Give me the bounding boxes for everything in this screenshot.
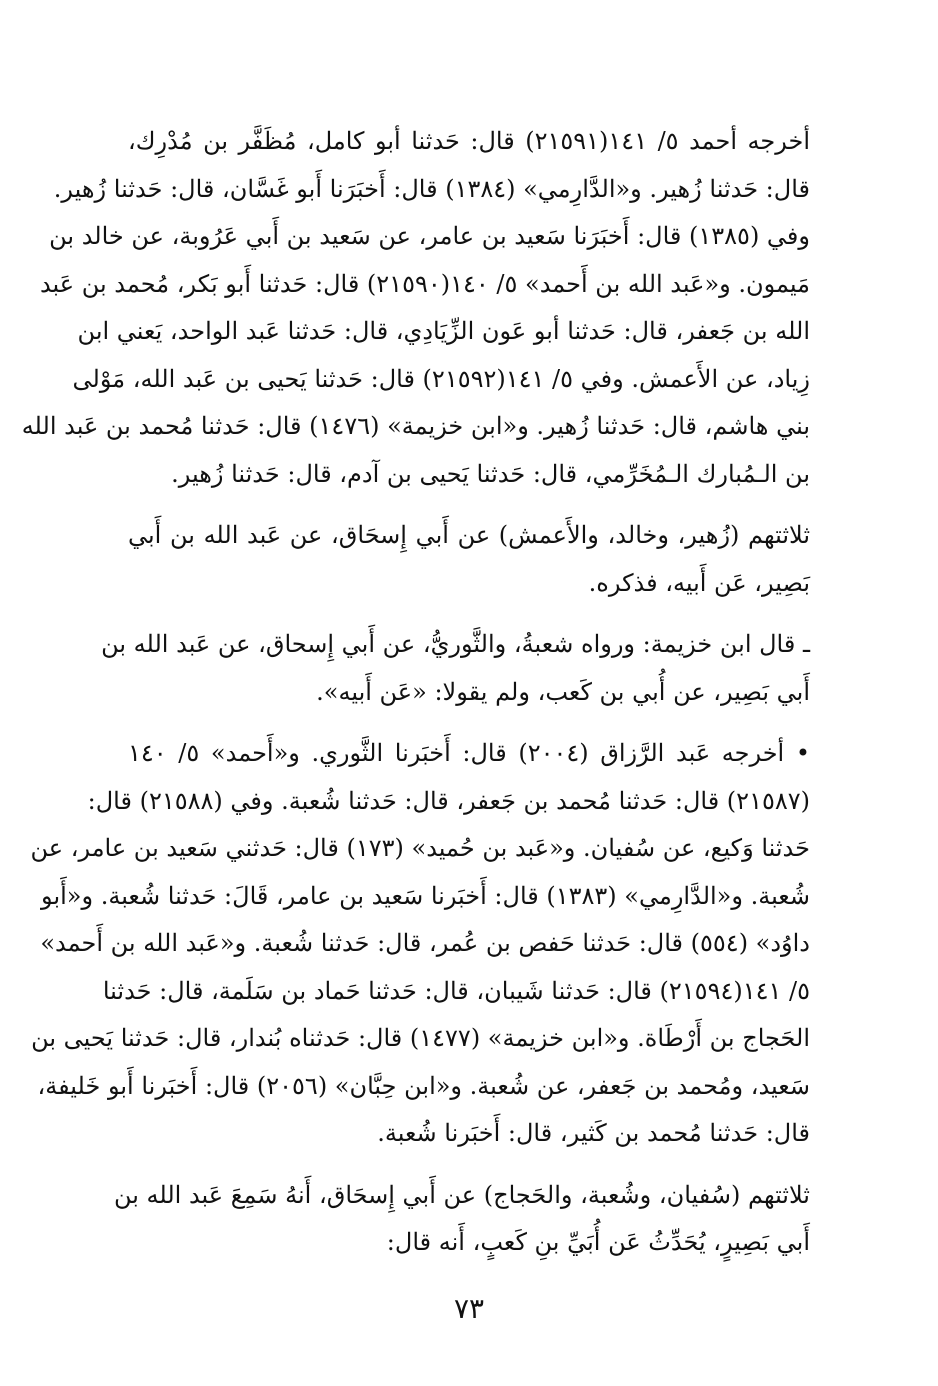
text-line: ثلاثتهم (زُهير، وخالد، والأَعمش) عن أَبي إِسحَاق، عن عَبد الله بن أَبي — [128, 521, 810, 549]
paragraph-takhrij-ahmad — [21, 118, 810, 498]
text-line: أَبي بَصِير، عن أُبي بن كَعب، ولم يقولا: «عَن أَبيه». — [316, 677, 810, 706]
text-line: ـ قال ابن خزيمة: ورواه شعبةُ، والثَّوريُّ، عن أَبي إِسحاق، عن عَبد الله بن — [101, 630, 810, 658]
page-body — [21, 118, 811, 1281]
paragraph-thalathatuhum-2 — [113, 1172, 810, 1267]
text-line: أخرجه أحمد ٥/ ١٤١(٢١٥٩١) قال: حَدثنا أبو كامل، مُظَفَّر بن مُدْرِك، — [128, 127, 810, 155]
text-line: بني هاشم، قال: حَدثنا زُهير. و«ابن خزيمة» (١٤٧٦) قال: حَدثنا مُحمد بن عَبد الله — [21, 412, 810, 440]
text-line: داوُد» (٥٥٤) قال: حَدثنا حَفص بن عُمر، قال: حَدثنا شُعبة. و«عَبد الله بن أَحمد» — [40, 929, 810, 957]
text-line: زِياد، عن الأَعمش. وفي ٥/ ١٤١(٢١٥٩٢) قال: حَدثنا يَحيى بن عَبد الله، مَوْلى — [72, 364, 810, 393]
paragraph-ibn-khuzayma-note — [101, 621, 810, 716]
text-line: الحَجاج بن أَرْطَاة. و«ابن خزيمة» (١٤٧٧) قال: حَدثناه بُندار، قال: حَدثنا يَحيى بن — [31, 1024, 810, 1052]
text-line: شُعبة. و«الدَّارِمي» (١٣٨٣) قال: أَخبَرنا سَعيد بن عامر، قَالَ: حَدثنا شُعبة. و«أَبو — [41, 881, 810, 910]
text-line: مَيمون. و«عَبد الله بن أَحمد» ٥/ ١٤٠(٢١٥٩٠) قال: حَدثنا أَبو بَكر، مُحمد بن عَبد — [39, 269, 810, 298]
text-line: ٥/ ١٤١(٢١٥٩٤) قال: حَدثنا شَيبان، قال: حَدثنا حَماد بن سَلَمة، قال: حَدثنا — [102, 976, 810, 1005]
text-line: أَبي بَصِيرٍ، يُحَدِّثُ عَن أُبَيِّ بنِ كَعبٍ، أَنه قال: — [386, 1228, 810, 1256]
text-line: قال: حَدثنا زُهير. و«الدَّارِمي» (١٣٨٤) قال: أَخبَرَنا أَبو غَسَّان، قال: حَدثنا زُهير. — [53, 174, 810, 203]
text-line: حَدثنا وَكيع، عن سُفيان. و«عَبد بن حُميد» (١٧٣) قال: حَدثني سَعيد بن عامر، عن — [30, 834, 810, 862]
text-line: وفي (١٣٨٥) قال: أَخبَرَنا سَعيد بن عامر، عن سَعيد بن أَبي عَرُوبة، عن خالد بن — [49, 222, 810, 250]
text-line: الله بن جَعفر، قال: حَدثنا أبو عَون الزِّيَادِي، قال: حَدثنا عَبد الواحد، يَعني ابن — [77, 317, 810, 345]
text-line: بَصِير، عَن أَبيه، فذكره. — [588, 568, 810, 597]
text-line: ثلاثتهم (سُفيان، وشُعبة، والحَجاج) عن أَبي إِسحَاق، أَنهُ سَمِعَ عَبد الله بن — [113, 1180, 810, 1209]
text-line: بن الـمُبارك الـمُخَرِّمي، قال: حَدثنا يَحيى بن آدم، قال: حَدثنا زُهير. — [171, 459, 810, 488]
paragraph-takhrij-abdurrazzaq — [30, 730, 811, 1158]
text-line: قال: حَدثنا مُحمد بن كَثير، قال: أَخبَرنا شُعبة. — [377, 1119, 810, 1147]
page-number: ٧٣ — [453, 1292, 485, 1325]
text-line: (٢١٥٨٧) قال: حَدثنا مُحمد بن جَعفر، قال: حَدثنا شُعبة. وفي (٢١٥٨٨) قال: — [87, 786, 810, 815]
text-line: • أخرجه عَبد الرَّزاق (٢٠٠٤) قال: أَخبَرنا الثَّوري. و«أَحمد» ٥/ ١٤٠ — [128, 739, 811, 767]
paragraph-thalathatuhum-1 — [128, 512, 810, 607]
text-line: سَعيد، ومُحمد بن جَعفر، عن شُعبة. و«ابن حِبَّان» (٢٠٥٦) قال: أَخبَرنا أَبو خَليفة، — [37, 1071, 810, 1100]
